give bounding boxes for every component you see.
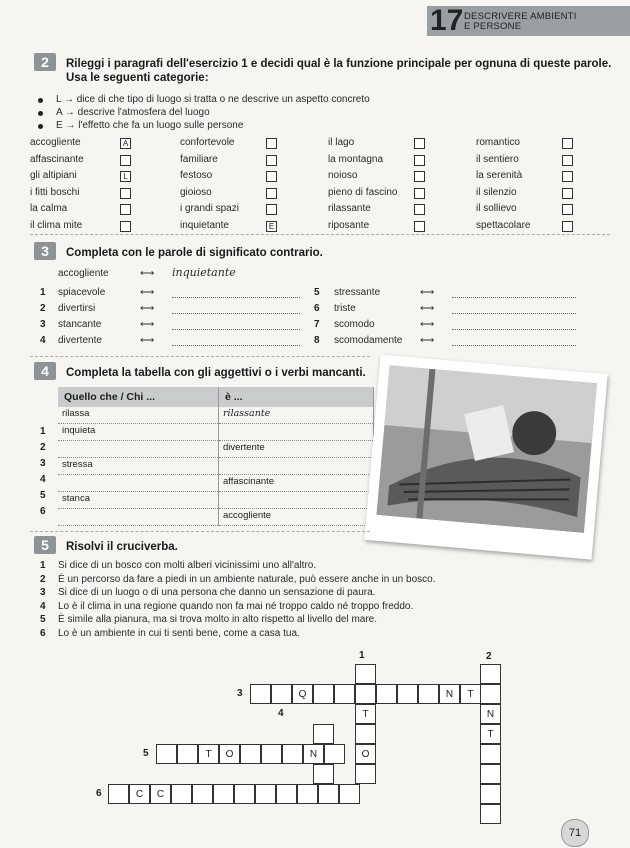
table-row [58,492,374,509]
word-label: riposante [328,219,370,231]
word-label: il sentiero [476,153,519,165]
category-checkbox[interactable]: A [120,138,131,149]
crossword-cell[interactable] [376,684,397,704]
word-label: romantico [476,137,520,148]
source-word: scomodamente [334,335,403,346]
item-number: 5 [314,287,320,298]
reading-in-hammock-illustration [377,365,597,533]
category-e: E → l'effetto che fa un luogo sulle persone [56,120,244,131]
crossword-cell[interactable]: T [355,704,376,724]
crossword-clue-number: 3 [237,688,243,699]
crossword-cell[interactable]: O [355,744,376,764]
item-number: 7 [314,319,320,330]
word-label: confortevole [180,137,235,148]
table-header-row [58,387,374,407]
crossword-clue-number: 1 [359,650,365,661]
source-word: scomodo [334,319,375,330]
table-row [58,509,374,526]
word-label: spettacolare [476,219,531,231]
table-header-right: è ... [219,387,374,407]
crossword-cell[interactable]: O [219,744,240,764]
crossword-cell[interactable] [334,684,355,704]
category-checkbox[interactable] [266,188,277,199]
double-arrow-icon: ⟷ [140,335,155,346]
double-arrow-icon: ⟷ [140,287,155,298]
item-number: 1 [40,287,46,298]
page-number: 71 [561,819,589,847]
table-row [58,458,374,475]
category-checkbox[interactable] [414,171,425,182]
category-checkbox[interactable] [414,138,425,149]
category-checkbox[interactable] [120,155,131,166]
crossword-cell[interactable] [108,784,129,804]
bullet [38,98,43,103]
exercise-4-number: 4 [34,362,56,380]
word-label: inquietante [180,219,229,231]
crossword-cell[interactable] [234,784,255,804]
word-label: accogliente [30,137,81,148]
unit-title: DESCRIVERE AMBIENTI E PERSONE [464,11,577,32]
source-word: spiacevole [58,287,106,298]
word-label: gli altipiani [30,170,77,181]
exercise-3-number: 3 [34,242,56,260]
answer-blank[interactable] [172,313,300,314]
row-number: 1 [40,426,46,437]
clue-number: 2 [40,573,46,585]
word-label: gioioso [180,186,212,198]
crossword-cell[interactable]: T [460,684,481,704]
hammock-photo [364,354,607,559]
word-label: rilassante [328,203,371,214]
crossword-cell[interactable] [355,764,376,784]
row-number: 3 [40,458,46,469]
double-arrow-icon: ⟷ [420,319,435,330]
double-arrow-icon: ⟷ [140,303,155,314]
category-checkbox[interactable] [562,171,573,182]
exercise-4-table [58,387,374,526]
exercise-2-instruction: Rileggi i paragrafi dell'esercizio 1 e decidi qual è la funzione principale per ognuna di queste parole. Usa le seguenti categorie: [66,58,612,84]
answer-blank[interactable] [452,297,576,298]
category-checkbox[interactable] [266,204,277,215]
word-label: noioso [328,170,358,181]
category-checkbox[interactable] [562,221,573,232]
photo-image [377,365,597,533]
category-a: A → descrive l'atmosfera del luogo [56,107,210,118]
item-number: 6 [314,303,320,314]
crossword-cell[interactable] [480,764,501,784]
item-number: 8 [314,335,320,346]
bullet [38,124,43,129]
category-l: L → dice di che tipo di luogo si tratta o ne descrive un aspetto concreto [56,94,370,105]
clue-number: 6 [40,627,46,639]
crossword-cell[interactable] [480,684,501,704]
crossword-cell[interactable] [418,684,439,704]
category-checkbox[interactable] [414,155,425,166]
word-label: la serenità [476,170,523,181]
word-label: familiare [180,153,218,165]
word-label: i grandi spazi [180,203,239,214]
crossword-cell[interactable]: N [439,684,460,704]
crossword-cell[interactable] [480,804,501,824]
table-cell-left[interactable] [58,441,219,458]
answer-blank[interactable] [172,297,300,298]
category-checkbox[interactable] [414,188,425,199]
crossword-cell[interactable] [171,784,192,804]
category-checkbox[interactable] [120,188,131,199]
unit-number: 17 [430,4,464,37]
crossword-clue-number: 5 [143,748,149,759]
exercise-5-number: 5 [34,536,56,554]
divider [30,356,370,358]
table-cell-left[interactable] [58,475,219,492]
double-arrow-icon: ⟷ [140,319,155,330]
clue-text: Lo è il clima in una regione quando non fa mai né troppo caldo né troppo freddo. [58,600,414,612]
crossword-cell[interactable] [313,764,334,784]
answer-blank[interactable] [452,345,576,346]
answer-blank[interactable] [172,329,300,330]
crossword-cell[interactable] [355,664,376,684]
table-cell-right[interactable] [219,458,374,475]
crossword-cell[interactable] [276,784,297,804]
word-label: la montagna [328,153,384,165]
category-checkbox[interactable] [562,138,573,149]
item-number: 4 [40,335,46,346]
crossword-cell[interactable]: C [129,784,150,804]
category-checkbox[interactable] [562,204,573,215]
row-number: 6 [40,506,46,517]
row-number: 5 [40,490,46,501]
word-label: pieno di fascino [328,186,398,198]
crossword-cell[interactable] [192,784,213,804]
table-row [58,441,374,458]
table-cell-right[interactable] [219,424,374,441]
row-number: 4 [40,474,46,485]
word-label: i fitti boschi [30,186,80,198]
answer-blank[interactable] [452,329,576,330]
category-checkbox[interactable] [562,188,573,199]
category-checkbox[interactable] [266,171,277,182]
crossword-cell[interactable]: N [303,744,324,764]
clue-text: È simile alla pianura, ma si trova molto in alto rispetto al livello del mare. [58,614,378,625]
word-label: la calma [30,203,68,214]
double-arrow-icon: ⟷ [420,303,435,314]
crossword-cell[interactable] [355,724,376,744]
crossword-cell[interactable] [261,744,282,764]
answer-blank[interactable] [172,345,300,346]
table-cell-left: rilassa [58,407,219,424]
crossword-cell[interactable] [250,684,271,704]
double-arrow-icon: ⟷ [420,287,435,298]
crossword-cell[interactable] [177,744,198,764]
clue-text: Lo è un ambiente in cui ti senti bene, come a casa tua. [58,627,300,639]
crossword-cell[interactable] [271,684,292,704]
crossword-cell[interactable] [324,744,345,764]
crossword-cell[interactable] [240,744,261,764]
crossword-cell[interactable] [397,684,418,704]
table-cell-right: rilassante [219,407,374,424]
clue-text: Si dice di un bosco con molti alberi vicinissimi uno all'altro. [58,560,317,571]
crossword-cell[interactable] [213,784,234,804]
exercise-3-instruction: Completa con le parole di significato contrario. [66,247,323,259]
crossword-clue-number: 6 [96,788,102,799]
word-label: il lago [328,137,355,148]
source-word: divertente [58,335,102,346]
crossword-cell[interactable] [297,784,318,804]
crossword-cell[interactable] [282,744,303,764]
word-label: festoso [180,170,213,181]
table-cell-left[interactable] [58,509,219,526]
clue-number: 3 [40,587,46,598]
word-label: affascinante [30,153,84,165]
word-label: il sollievo [476,203,517,214]
table-row [58,407,374,424]
crossword-clue-number: 4 [278,708,284,719]
double-arrow-icon: ⟷ [140,268,155,279]
table-cell-left: stressa [58,458,219,475]
clue-text: Si dice di un luogo o di una persona che danno un sensazione di paura. [58,587,376,598]
example-answer: inquietante [172,266,236,279]
item-number: 3 [40,319,46,330]
clue-number: 4 [40,600,46,612]
bullet [38,111,43,116]
table-cell-right: divertente [219,441,374,458]
table-cell-right[interactable] [219,492,374,509]
crossword-clue-number: 2 [486,651,492,662]
crossword-cell[interactable] [355,684,376,704]
crossword-cell[interactable] [339,784,360,804]
category-checkbox[interactable] [120,204,131,215]
item-number: 2 [40,303,46,314]
crossword-cell[interactable] [255,784,276,804]
source-word: stancante [58,319,102,330]
category-checkbox[interactable] [120,221,131,232]
category-checkbox[interactable]: L [120,171,131,182]
table-cell-left: stanca [58,492,219,509]
category-checkbox[interactable] [414,221,425,232]
clue-text: È un percorso da fare a piedi in un ambiente naturale, può essere anche in un bosco. [58,573,436,585]
crossword-cell[interactable] [313,684,334,704]
row-number: 2 [40,442,46,453]
category-checkbox[interactable] [562,155,573,166]
table-header-left: Quello che / Chi ... [58,387,219,407]
table-cell-right: accogliente [219,509,374,526]
source-word: divertirsi [58,303,96,314]
divider [30,234,610,236]
clue-number: 5 [40,614,46,625]
crossword-cell[interactable]: C [150,784,171,804]
category-checkbox[interactable] [414,204,425,215]
word-label: il clima mite [30,219,83,231]
crossword-cell[interactable] [480,744,501,764]
category-checkbox[interactable] [266,155,277,166]
category-checkbox[interactable]: E [266,221,277,232]
category-checkbox[interactable] [266,138,277,149]
crossword-cell[interactable]: T [480,724,501,744]
exercise-2-number: 2 [34,53,56,71]
divider [30,531,370,533]
exercise-5-instruction: Risolvi il cruciverba. [66,541,178,553]
word-label: il silenzio [476,186,517,198]
crossword-cell[interactable]: T [198,744,219,764]
crossword-cell[interactable]: Q [292,684,313,704]
table-cell-left: inquieta [58,424,219,441]
double-arrow-icon: ⟷ [420,335,435,346]
source-word: triste [334,303,356,314]
crossword-cell[interactable] [480,664,501,684]
table-row [58,424,374,441]
table-cell-right: affascinante [219,475,374,492]
crossword-cell[interactable]: N [480,704,501,724]
clue-number: 1 [40,560,46,571]
source-word: stressante [334,287,381,298]
crossword-cell[interactable] [318,784,339,804]
crossword-cell[interactable] [313,724,334,744]
answer-blank[interactable] [452,313,576,314]
exercise-4-instruction: Completa la tabella con gli aggettivi o i verbi mancanti. [66,367,366,379]
crossword-cell[interactable] [480,784,501,804]
table-row [58,475,374,492]
example-word: accogliente [58,268,109,279]
crossword-cell[interactable] [156,744,177,764]
